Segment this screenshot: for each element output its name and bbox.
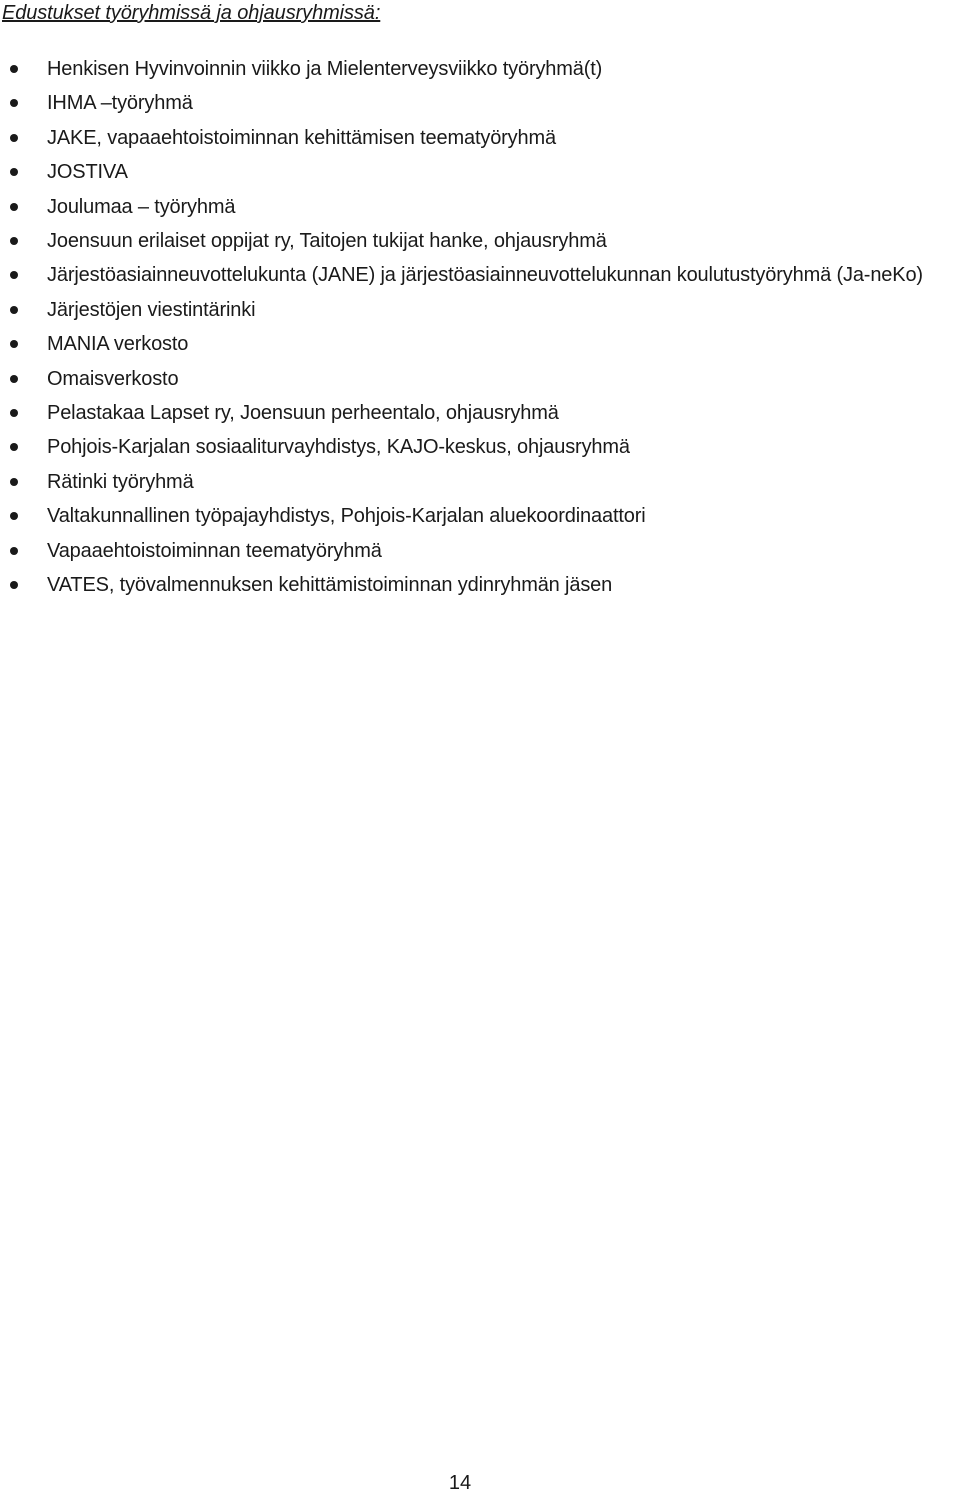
list-item: [0, 190, 960, 224]
list-item-text: Pohjois-Karjalan sosiaaliturvayhdistys, KAJO-keskus, ohjausryhmä: [47, 436, 630, 459]
list-item-text: JOSTIVA: [47, 161, 128, 184]
list-item: [0, 224, 960, 258]
bullet-icon: [10, 65, 18, 73]
list-item-text: Järjestöasiainneuvottelukunta (JANE) ja järjestöasiainneuvottelukunnan koulutustyöryhmä (Ja-neKo): [47, 264, 923, 287]
bullet-icon: [10, 512, 18, 520]
bullet-icon: [10, 478, 18, 486]
list-item: [0, 52, 960, 86]
bullet-icon: [10, 168, 18, 176]
list-item-text: JAKE, vapaaehtoistoiminnan kehittämisen teematyöryhmä: [47, 126, 556, 149]
list-item-text: VATES, työvalmennuksen kehittämistoiminnan ydinryhmän jäsen: [47, 574, 613, 597]
list-item-text: Rätinki työryhmä: [47, 470, 194, 493]
list-item: [0, 568, 960, 602]
list-item: [0, 155, 960, 189]
bullet-icon: [10, 340, 18, 348]
bullet-icon: [10, 134, 18, 142]
list-item-text: Joensuun erilaiset oppijat ry, Taitojen tukijat hanke, ohjausryhmä: [47, 230, 607, 253]
bullet-icon: [10, 99, 18, 107]
list-item-text: Joulumaa – työryhmä: [47, 195, 236, 218]
list-item-text: Vapaaehtoistoiminnan teematyöryhmä: [47, 539, 382, 562]
list-item: [0, 499, 960, 533]
list-item: [0, 86, 960, 120]
list-item-text: IHMA –työryhmä: [47, 92, 193, 115]
list-item-text: Omaisverkosto: [47, 367, 179, 390]
list-item: [0, 465, 960, 499]
bullet-icon: [10, 237, 18, 245]
bullet-icon: [10, 306, 18, 314]
bullet-icon: [10, 409, 18, 417]
list-item: [0, 534, 960, 568]
list-item: [0, 121, 960, 155]
list-item-text: MANIA verkosto: [47, 333, 189, 356]
bullet-list: [0, 52, 960, 603]
list-item: [0, 293, 960, 327]
section-heading: Edustukset työryhmissä ja ohjausryhmissä:: [2, 2, 381, 24]
list-item-text: Järjestöjen viestintärinki: [47, 298, 256, 321]
list-item: [0, 396, 960, 430]
list-item: [0, 327, 960, 361]
list-item-text: Pelastakaa Lapset ry, Joensuun perheentalo, ohjausryhmä: [47, 402, 559, 425]
bullet-icon: [10, 547, 18, 555]
list-item-text: Henkisen Hyvinvoinnin viikko ja Mielenterveysviikko työryhmä(t): [47, 58, 603, 80]
list-item: [0, 258, 960, 292]
bullet-icon: [10, 581, 18, 589]
list-item: [0, 430, 960, 464]
list-item-text: Valtakunnallinen työpajayhdistys, Pohjois-Karjalan aluekoordinaattori: [47, 505, 646, 528]
page-number: 14: [448, 1472, 472, 1494]
list-item: [0, 362, 960, 396]
bullet-icon: [10, 203, 18, 211]
bullet-icon: [10, 271, 18, 279]
bullet-icon: [10, 375, 18, 383]
bullet-icon: [10, 443, 18, 451]
